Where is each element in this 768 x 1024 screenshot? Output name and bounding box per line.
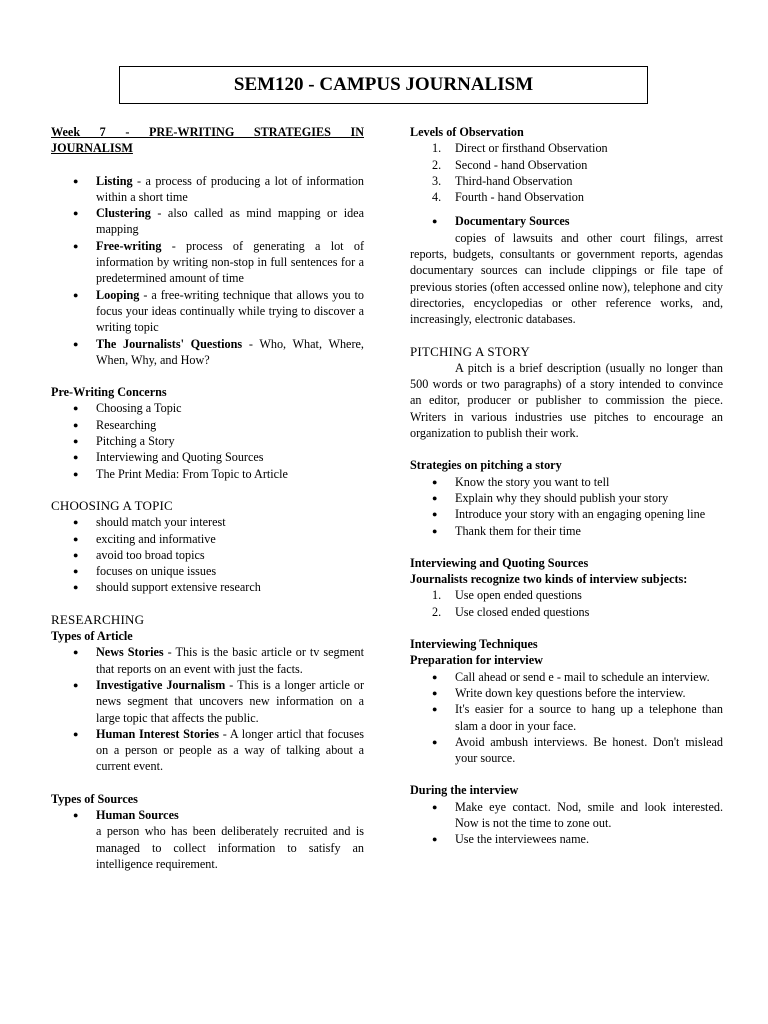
preparation-list (410, 669, 723, 767)
list-item: ● Looping - a free-writing technique that allows you to focus your ideas continually while trying to discover a writing topic (51, 287, 364, 336)
list-item: ● Thank them for their time (410, 523, 723, 539)
documentary-list (410, 213, 723, 229)
list-item: ● It's easier for a source to hang up a telephone than slam a door in your face. (410, 701, 723, 734)
list-item: 3. Third-hand Observation (432, 173, 573, 188)
list-item: ● The Print Media: From Topic to Article (51, 466, 364, 482)
levels-heading: Levels of Observation (410, 125, 524, 139)
interviewing-heading: Interviewing and Quoting Sources (410, 555, 589, 570)
articles-list (51, 644, 364, 774)
list-item: ● Pitching a Story (51, 433, 364, 449)
during-list (410, 799, 723, 848)
list-item: ● Avoid ambush interviews. Be honest. Don't mislead your source. (410, 734, 723, 767)
list-item: ● Explain why they should publish your story (410, 490, 723, 506)
levels-list (410, 140, 723, 205)
concerns-list (51, 400, 364, 481)
page-title: SEM120 - CAMPUS JOURNALISM (119, 66, 648, 104)
pitching-heading: PITCHING A STORY (410, 343, 530, 359)
researching-heading: RESEARCHING (51, 611, 145, 627)
list-item: ● Documentary Sources (410, 213, 723, 229)
list-item: ● should match your interest (51, 514, 364, 530)
list-item: ● Human Sources (51, 807, 364, 823)
list-item: 1. Use open ended questions (432, 588, 582, 603)
sources-list (51, 807, 364, 823)
list-item: ● News Stories - This is the basic article or tv segment that reports on an event with just the facts. (51, 644, 364, 677)
list-item: ● Interviewing and Quoting Sources (51, 449, 364, 465)
list-item: ● Clustering - also called as mind mapping or idea mapping (51, 205, 364, 238)
list-item: ● The Journalists' Questions - Who, What, Where, When, Why, and How? (51, 336, 364, 369)
list-item: ● Investigative Journalism - This is a longer article or news segment that uncovers new information on a large topic that affects the public. (51, 677, 364, 726)
pitch-strategies-list (410, 474, 723, 539)
list-item: ● Know the story you want to tell (410, 474, 723, 490)
list-item: ● Choosing a Topic (51, 400, 364, 416)
types-article-heading: Types of Article (51, 629, 133, 644)
choosing-heading: CHOOSING A TOPIC (51, 497, 173, 513)
list-item: ● exciting and informative (51, 531, 364, 547)
list-item: ● should support extensive research (51, 579, 364, 595)
list-item: ● avoid too broad topics (51, 547, 364, 563)
right-column (410, 124, 723, 848)
list-item: 2. Second - hand Observation (432, 157, 588, 172)
strategy-list (51, 173, 364, 369)
choosing-list (51, 514, 364, 595)
documentary-description: copies of lawsuits and other court filings, arrest reports, budgets, consultants or government reports, agendas documentary sources can include clippings or file tape of previous stories (often accessed online now), telephone and city directories, encyclopedias or other reference works, and, increasingly, electronic databases. (410, 230, 723, 327)
left-column (51, 124, 364, 872)
list-item: ● focuses on unique issues (51, 563, 364, 579)
list-item: ● Human Interest Stories - A longer articl that focuses on a person or people as a way of talking about a current event. (51, 726, 364, 775)
list-item: ● Call ahead or send e - mail to schedule an interview. (410, 669, 723, 685)
types-sources-heading: Types of Sources (51, 791, 138, 806)
list-item: ● Introduce your story with an engaging opening line (410, 506, 723, 522)
concerns-heading: Pre-Writing Concerns (51, 385, 167, 400)
list-item: 1. Direct or firsthand Observation (432, 141, 608, 156)
list-item: ● Make eye contact. Nod, smile and look interested. Now is not the time to zone out. (410, 799, 723, 832)
pitching-description: A pitch is a brief description (usually no longer than 500 words or two paragraphs) of a story intended to convince an editor, producer or publisher to commission the piece. Writers in various industries use pitches to encourage an organization to publish their work. (410, 360, 723, 441)
human-sources-description: a person who has been deliberately recruited and is managed to collect information to satisfy an intelligence requirement. (96, 824, 364, 871)
list-item: ● Free-writing - process of generating a lot of information by writing non-stop in full sentences for a predetermined amount of time (51, 238, 364, 287)
two-kinds-text: Journalists recognize two kinds of interview subjects: (410, 572, 688, 587)
preparation-heading: Preparation for interview (410, 653, 543, 668)
strategies-heading: Strategies on pitching a story (410, 458, 562, 473)
techniques-heading: Interviewing Techniques (410, 637, 538, 652)
list-item: ● Listing - a process of producing a lot of information within a short time (51, 173, 364, 206)
list-item: ● Write down key questions before the interview. (410, 685, 723, 701)
during-heading: During the interview (410, 783, 519, 798)
list-item: 2. Use closed ended questions (432, 604, 590, 619)
list-item: ● Researching (51, 417, 364, 433)
kinds-list (410, 587, 723, 620)
week-title: Week 7 - PRE-WRITING STRATEGIES IN JOURNALISM (51, 125, 364, 156)
list-item: 4. Fourth - hand Observation (432, 190, 584, 205)
list-item: ● Use the interviewees name. (410, 831, 723, 847)
